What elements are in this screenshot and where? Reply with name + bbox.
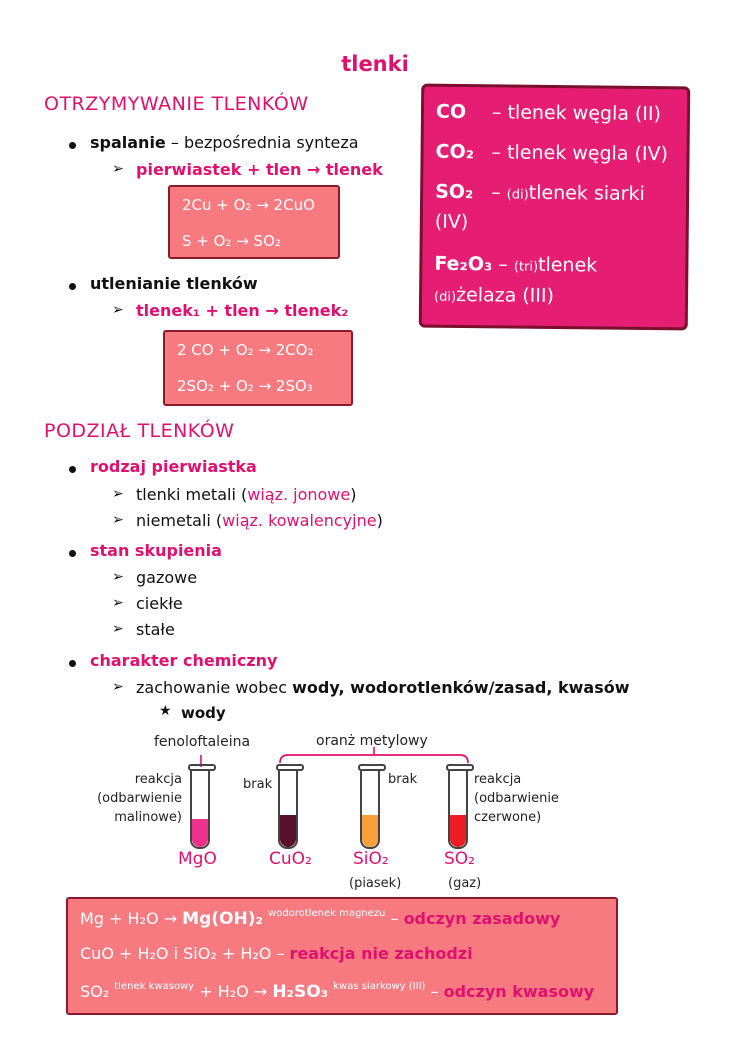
tube-liquid (192, 819, 208, 847)
label-line: (odbarwienie (97, 791, 182, 806)
compound-label-so2: SO₂ (444, 849, 475, 869)
tube-body (360, 771, 380, 849)
dash: – (491, 181, 501, 204)
test-tube-sio2 (358, 764, 386, 849)
tube-liquid (280, 815, 296, 847)
sub-item-ciekle: ciekłe (136, 594, 183, 613)
equation: CuO + H₂O i SiO₂ + H₂O – (80, 944, 290, 963)
category-rodzaj: rodzaj pierwiastka (90, 457, 257, 476)
formula: CO₂ (435, 140, 475, 164)
oxide-row-co (435, 100, 662, 126)
sub-item-metale (136, 485, 356, 504)
equation: 2 CO + O₂ → 2CO₂ (177, 341, 314, 359)
text: ) (376, 511, 383, 530)
sub-item-gazowe: gazowe (136, 568, 198, 587)
test-tube-mgo (188, 764, 216, 849)
reactant: SO₂ (80, 982, 110, 1001)
category-charakter: charakter chemiczny (90, 651, 278, 670)
arrowhead-icon: ➢ (112, 569, 124, 585)
tube-body (190, 771, 210, 849)
section-heading-podzial: PODZIAŁ TLENKÓW (44, 420, 235, 442)
oxide-name: – tlenek węgla (IV) (491, 141, 669, 166)
item-text: – bezpośrednia synteza (165, 133, 359, 152)
arrowhead-icon: ➢ (112, 161, 124, 177)
sub-item-niemetale (136, 511, 383, 530)
oxide-row-co2 (435, 140, 669, 166)
compound-label-sio2: SiO₂ (353, 849, 389, 869)
oxide-row-so2 (435, 180, 645, 205)
equation-box-spalanie (168, 185, 340, 259)
category-stan: stan skupienia (90, 541, 222, 560)
indicator-pointer-lines (190, 745, 490, 775)
equation: Mg + H₂O → (80, 909, 183, 928)
product: Mg(OH)₂ (182, 909, 263, 929)
oxide-row-so2-cont: (IV) (434, 210, 469, 234)
tube-body (278, 771, 298, 849)
label-line: reakcja (134, 772, 182, 787)
oxide-row-fe2o3 (434, 253, 597, 277)
dash: – (385, 909, 404, 928)
arrowhead-icon: ➢ (112, 512, 124, 528)
compound-label-cuo2: CuO₂ (269, 849, 312, 869)
prefix: (tri) (513, 259, 539, 275)
bond-type: wiąz. kowalencyjne (222, 511, 377, 530)
product: H₂SO₃ (272, 982, 329, 1002)
text-bold: wody, wodorotlenków/zasad, kwasów (292, 678, 630, 697)
prefix: (di) (433, 289, 457, 305)
text: ) (350, 485, 357, 504)
arrowhead-icon: ➢ (112, 486, 124, 502)
section-heading-otrzymywanie: OTRZYMYWANIE TLENKÓW (44, 93, 309, 115)
tube-body (448, 771, 468, 849)
oxide-name: – tlenek węgla (II) (491, 101, 662, 126)
label-line: (odbarwienie (474, 791, 559, 806)
tube-lip (446, 764, 474, 771)
annotation: wodorotlenek magnezu (268, 908, 386, 919)
list-item-utlenianie: utlenianie tlenków (90, 274, 258, 293)
bond-type: wiąz. jonowe (247, 485, 351, 504)
equation: 2Cu + O₂ → 2CuO (182, 196, 315, 214)
formula: CO (435, 100, 467, 124)
tube-lip (188, 764, 216, 771)
equation: + H₂O → (194, 982, 273, 1001)
arrowhead-icon: ➢ (112, 595, 124, 611)
oxide-row-fe2o3-cont (434, 284, 554, 307)
reactions-box (66, 897, 618, 1015)
star-icon: ★ (159, 703, 172, 719)
indicator-label-phenolphthalein: fenoloftaleina (154, 734, 251, 750)
sub-item-zachowanie (136, 678, 630, 697)
indicator-label-methyl-orange: oranż metylowy (316, 733, 428, 749)
text: niemetali ( (136, 511, 223, 530)
text: tlenki metali ( (136, 485, 248, 504)
label-line: czerwone) (474, 810, 542, 825)
tube-liquid (450, 815, 466, 847)
oxide-name: żelaza (III) (455, 283, 555, 307)
dash: – (498, 253, 508, 276)
bullet (69, 142, 76, 149)
label-line: reakcja (474, 772, 522, 787)
item-bold: spalanie (90, 133, 166, 152)
rule-text: pierwiastek + tlen → tlenek (136, 160, 383, 179)
bullet (69, 466, 76, 473)
label-brak-1: brak (243, 777, 273, 792)
bullet (69, 283, 76, 290)
test-tube-cuo2 (276, 764, 304, 849)
arrowhead-icon: ➢ (112, 679, 124, 695)
tube-lip (358, 764, 386, 771)
reaction-cuo-sio2 (80, 944, 473, 963)
arrowhead-icon: ➢ (112, 621, 124, 637)
annotation: kwas siarkowy (III) (333, 981, 426, 992)
label-brak-2: brak (388, 772, 418, 787)
tube-lip (276, 764, 304, 771)
oxide-name: tlenek siarki (528, 181, 645, 205)
oxide-name: tlenek (537, 253, 598, 277)
bullet (69, 550, 76, 557)
text: zachowanie wobec (136, 678, 293, 697)
label-reaction-left (96, 770, 182, 827)
brace-line (280, 755, 468, 763)
reaction-so2 (80, 982, 594, 1002)
label-reaction-right (474, 770, 559, 827)
result: odczyn zasadowy (403, 909, 561, 928)
star-item-wody: wody (181, 704, 226, 722)
dash: – (425, 982, 444, 1001)
oxide-names-box (419, 84, 691, 331)
result: reakcja nie zachodzi (289, 944, 473, 963)
tube-liquid (362, 815, 378, 847)
list-item-spalanie (90, 133, 359, 152)
equation-box-utlenianie (163, 330, 353, 406)
equation: 2SO₂ + O₂ → 2SO₃ (177, 377, 313, 395)
bullet (69, 660, 76, 667)
arrowhead-icon: ➢ (112, 302, 124, 318)
compound-note-gaz: (gaz) (448, 876, 482, 891)
formula: Fe₂O₃ (434, 252, 493, 276)
result: odczyn kwasowy (443, 982, 595, 1001)
prefix: (di) (506, 187, 529, 203)
reaction-mgo (80, 909, 560, 929)
test-tube-so2 (446, 764, 474, 849)
compound-note-piasek: (piasek) (349, 876, 402, 891)
annotation: tlenek kwasowy (114, 981, 195, 992)
rule-text: tlenek₁ + tlen → tlenek₂ (136, 301, 349, 320)
label-line: malinowe) (114, 810, 182, 825)
sub-item-stale: stałe (136, 620, 175, 639)
page-title: tlenki (341, 52, 409, 76)
equation: S + O₂ → SO₂ (182, 232, 281, 250)
compound-label-mgo: MgO (178, 849, 217, 869)
formula: SO₂ (435, 180, 474, 204)
